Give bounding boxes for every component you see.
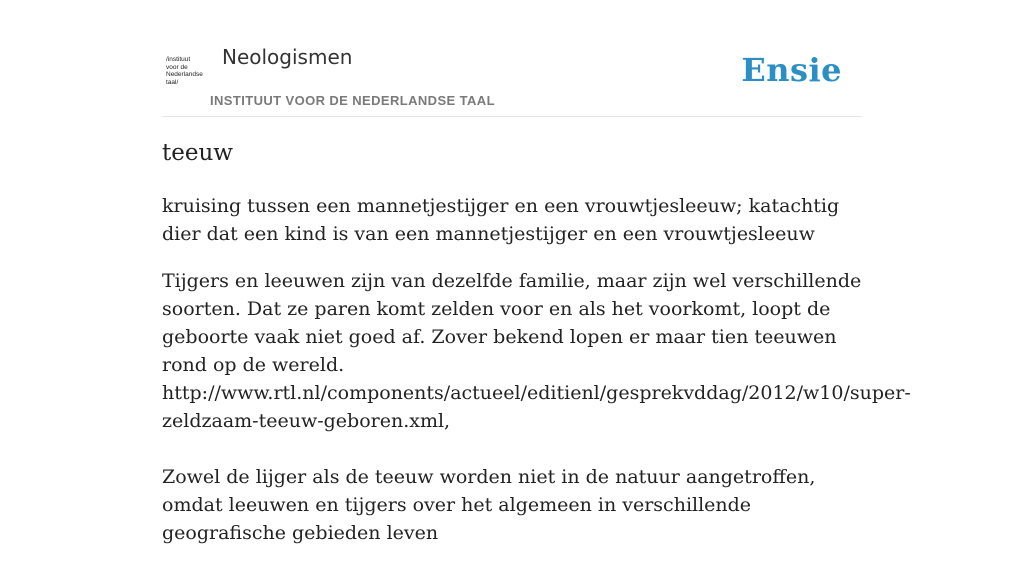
- source-subtitle: INSTITUUT VOOR DE NEDERLANDSE TAAL: [210, 93, 495, 108]
- example-paragraph: Zowel de lijger als de teeuw worden niet in de natuur aangetroffen, omdat leeuwen en tijgers over het algemeen in verschillende geografische gebieden leven: [162, 466, 816, 544]
- entry-examples: [162, 267, 911, 575]
- page: [162, 0, 911, 544]
- logo-text: [166, 56, 206, 86]
- entry-word: teeuw: [162, 140, 233, 166]
- logo-line: taal/: [166, 78, 179, 86]
- entry-definition: kruising tussen een mannetjestijger en een vrouwtjesleeuw; katachtig dier dat een kind is van een mannetjestijger en een vrouwtjesleeuw: [162, 195, 840, 245]
- logo-line: Nederlandse: [166, 71, 203, 78]
- header: [162, 0, 862, 117]
- example-paragraph: Tijgers en leeuwen zijn van dezelfde familie, maar zijn wel verschillende soorten. Dat ze paren komt zelden voor en als het voorkomt, loopt de geboorte vaak niet goed af. Zover bekend lopen er maar tien teeuwen rond op de wereld. http://www.rtl.nl/components/actueel/editienl/gesprekvddag/2012/w10/super-zeldzaam-teeuw-geboren.xml,: [162, 270, 911, 432]
- ensie-logo[interactable]: Ensie: [741, 51, 842, 89]
- source-title[interactable]: Neologismen: [222, 45, 353, 69]
- logo-line: voor de: [166, 63, 188, 71]
- logo-line: /instituut: [166, 56, 191, 63]
- institute-logo[interactable]: [166, 56, 206, 90]
